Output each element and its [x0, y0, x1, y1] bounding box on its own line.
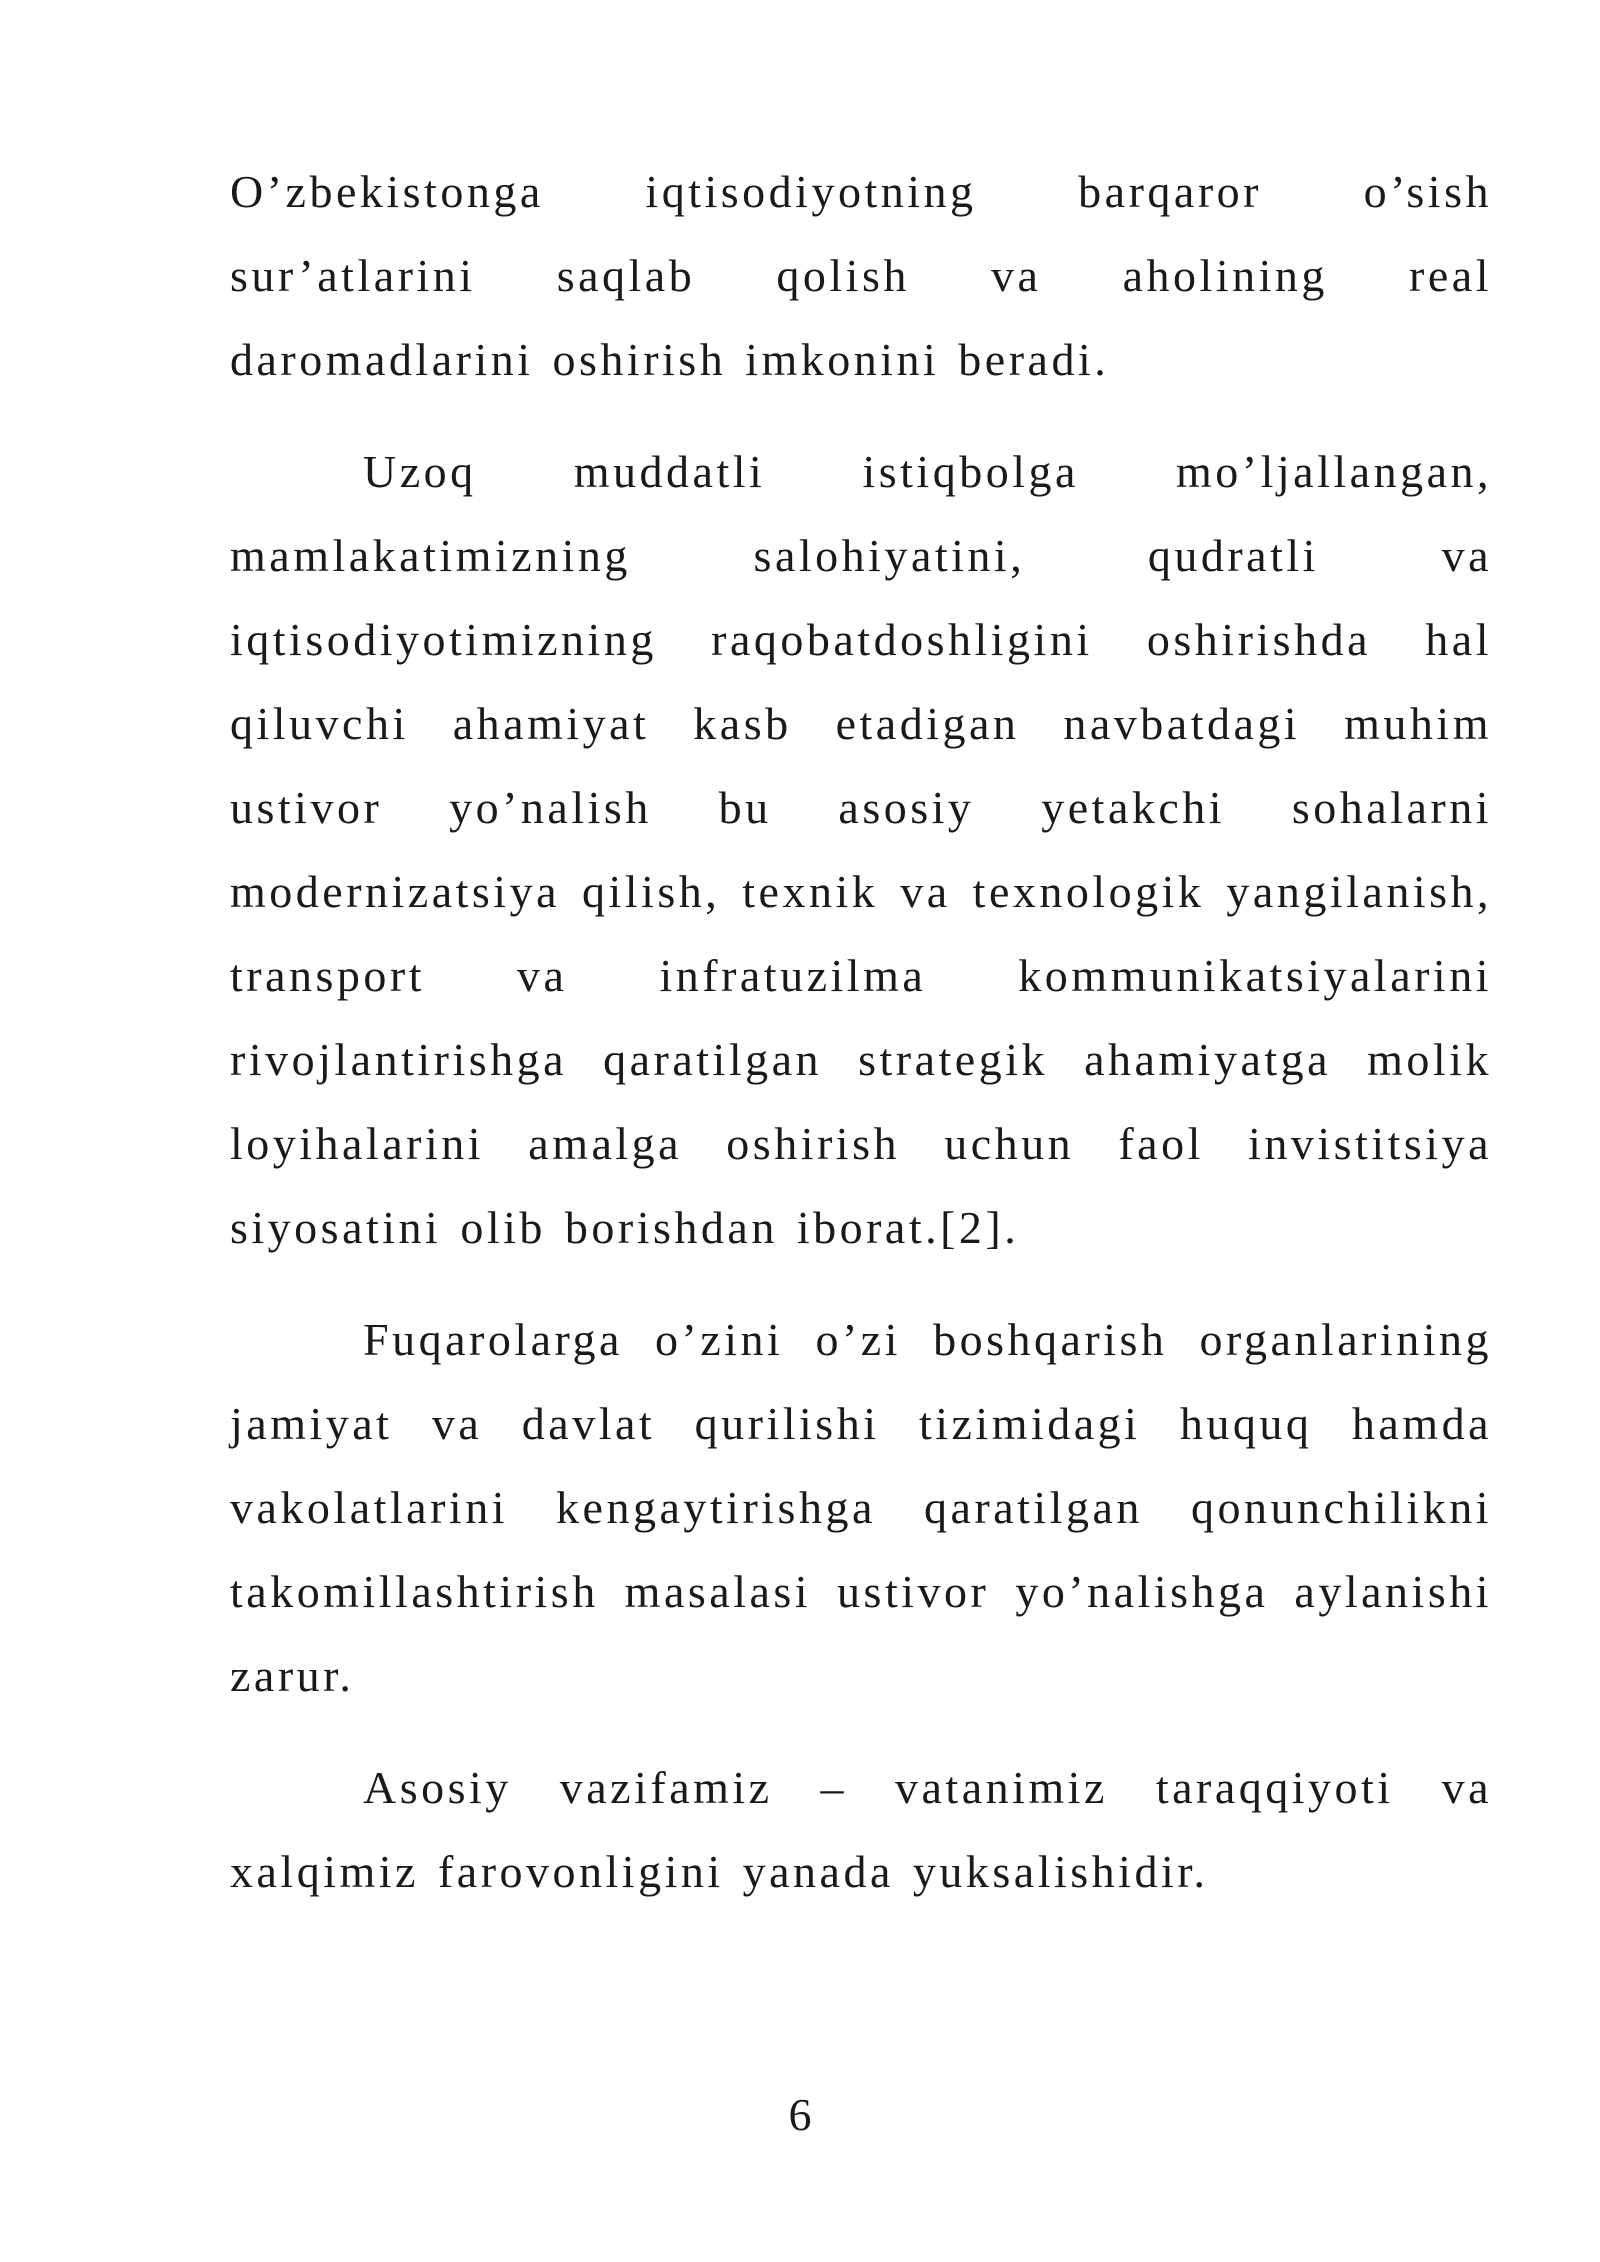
paragraph-2: Uzoq muddatli istiqbolga mo’ljallangan, mamlakatimizning salohiyatini, qudratli va iqtisodiyotimizning raqobatdoshligini oshirishda hal qiluvchi ahamiyat kasb etadigan navbatdagi muhim ustivor yo’nalish bu asosiy yetakchi sohalarni modernizatsiya qilish, texnik va texnologik yangilanish, transport va infratuzilma kommunikatsiyalarini rivojlantirishga qaratilgan strategik ahamiyatga molik loyihalarini amalga oshirish uchun faol invistitsiya siyosatini olib borishdan iborat.[2]. — [230, 446, 1492, 1253]
paragraph-4: Asosiy vazifamiz – vatanimiz taraqqiyoti va xalqimiz farovonligini yanada yuksalishidir. — [230, 1762, 1492, 1897]
paragraph-3: Fuqarolarga o’zini o’zi boshqarish organlarining jamiyat va davlat qurilishi tizimidagi huquq hamda vakolatlarini kengaytirishga qaratilgan qonunchilikni takomillashtirish masalasi ustivor yo’nalishga aylanishi zarur. — [230, 1314, 1492, 1701]
paragraph-1: O’zbekistonga iqtisodiyotning barqaror o’sish sur’atlarini saqlab qolish va aholining real daromadlarini oshirish imkonini beradi. — [230, 166, 1492, 385]
page-number: 6 — [788, 2089, 812, 2140]
document-body — [230, 150, 1492, 1942]
